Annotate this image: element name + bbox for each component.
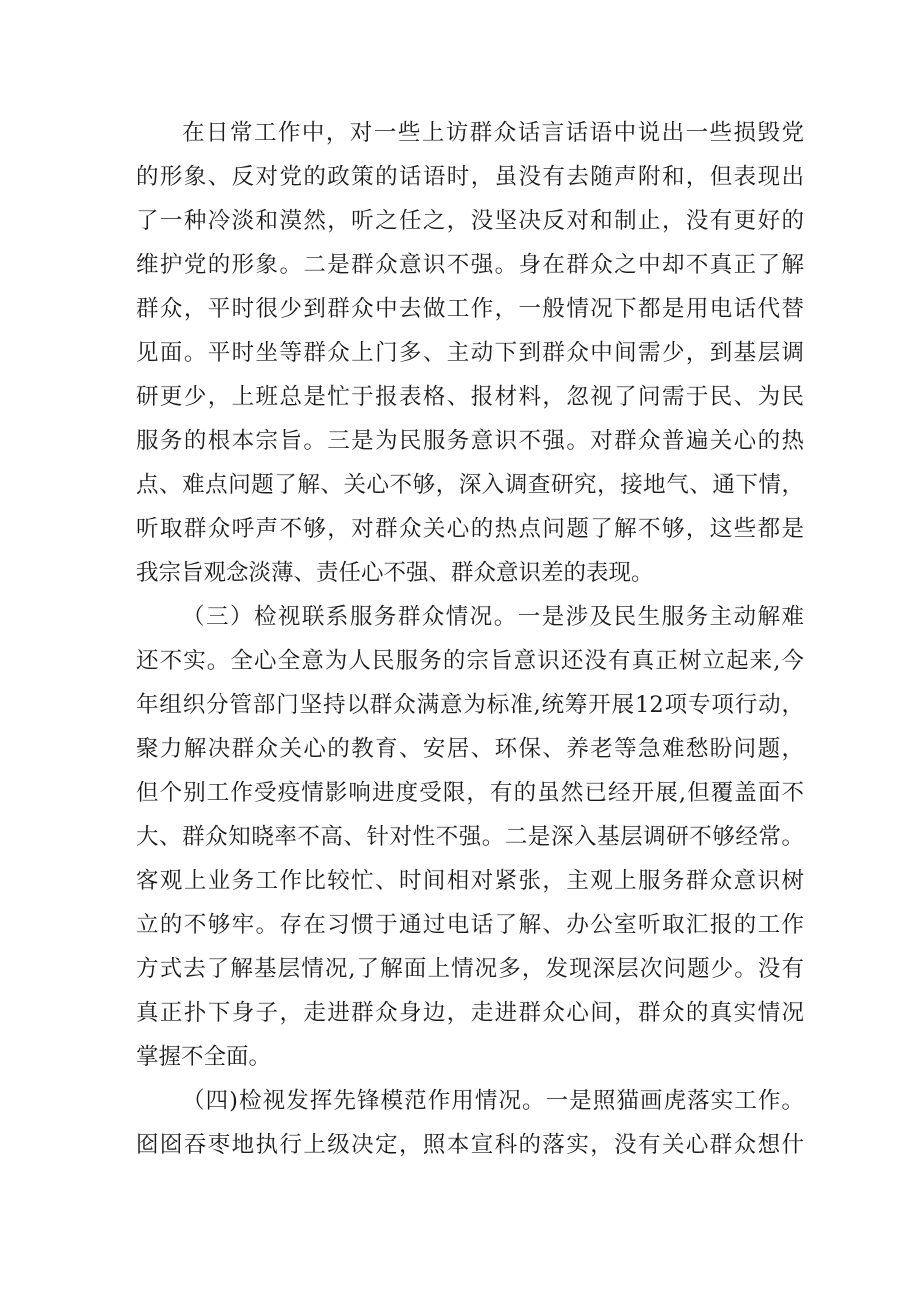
paragraph-line: 听取群众呼声不够，对群众关心的热点问题了解不够，这些都是: [136, 516, 804, 542]
paragraph-line: 年组织分管部门坚持以群众满意为标准,统筹开展12项专项行动，: [136, 692, 804, 718]
paragraph-line: 立的不够牢。存在习惯于通过电话了解、办公室听取汇报的工作: [136, 912, 804, 938]
paragraph-line: 掌握不全面。: [136, 1044, 272, 1070]
paragraph-line: 聚力解决群众关心的教育、安居、环保、养老等急难愁盼问题，: [136, 736, 804, 762]
paragraph-line: 维护党的形象。二是群众意识不强。身在群众之中却不真正了解: [136, 252, 804, 278]
paragraph-line: 的形象、反对党的政策的话语时，虽没有去随声附和，但表现出: [136, 164, 804, 190]
paragraph-line: 在日常工作中，对一些上访群众话言话语中说出一些损毁党: [182, 120, 804, 146]
paragraph-line: 客观上业务工作比较忙、时间相对紧张，主观上服务群众意识树: [136, 868, 804, 894]
paragraph-line: 群众，平时很少到群众中去做工作，一般情况下都是用电话代替: [136, 296, 804, 322]
paragraph-line: 还不实。全心全意为人民服务的宗旨意识还没有真正树立起来,今: [136, 648, 804, 674]
section-heading-line: （四)检视发挥先锋模范作用情况。一是照猫画虎落实工作。: [182, 1088, 804, 1114]
paragraph-line: 我宗旨观念淡薄、责任心不强、群众意识差的表现。: [136, 560, 654, 586]
paragraph-line: 了一种冷淡和漠然，听之任之，没坚决反对和制止，没有更好的: [136, 208, 804, 234]
paragraph-line: 真正扑下身子，走进群众身边，走进群众心间，群众的真实情况: [136, 1000, 804, 1026]
paragraph-line: 囵囵吞枣地执行上级决定，照本宣科的落实，没有关心群众想什: [136, 1132, 804, 1158]
paragraph-line: 但个别工作受疫情影响进度受限，有的虽然已经开展,但覆盖面不: [136, 780, 804, 806]
paragraph-line: 见面。平时坐等群众上门多、主动下到群众中间需少，到基层调: [136, 340, 804, 366]
paragraph-line: 点、难点问题了解、关心不够，深入调查研究，接地气、通下情，: [136, 472, 804, 498]
paragraph-line: 方式去了解基层情况,了解面上情况多，发现深层次问题少。没有: [136, 956, 804, 982]
paragraph-line: 研更少，上班总是忙于报表格、报材料，忽视了问需于民、为民: [136, 384, 804, 410]
paragraph-line: 服务的根本宗旨。三是为民服务意识不强。对群众普遍关心的热: [136, 428, 804, 454]
paragraph-line: 大、群众知晓率不高、针对性不强。二是深入基层调研不够经常。: [136, 824, 804, 850]
section-heading-line: （三）检视联系服务群众情况。一是涉及民生服务主动解难: [182, 604, 804, 630]
